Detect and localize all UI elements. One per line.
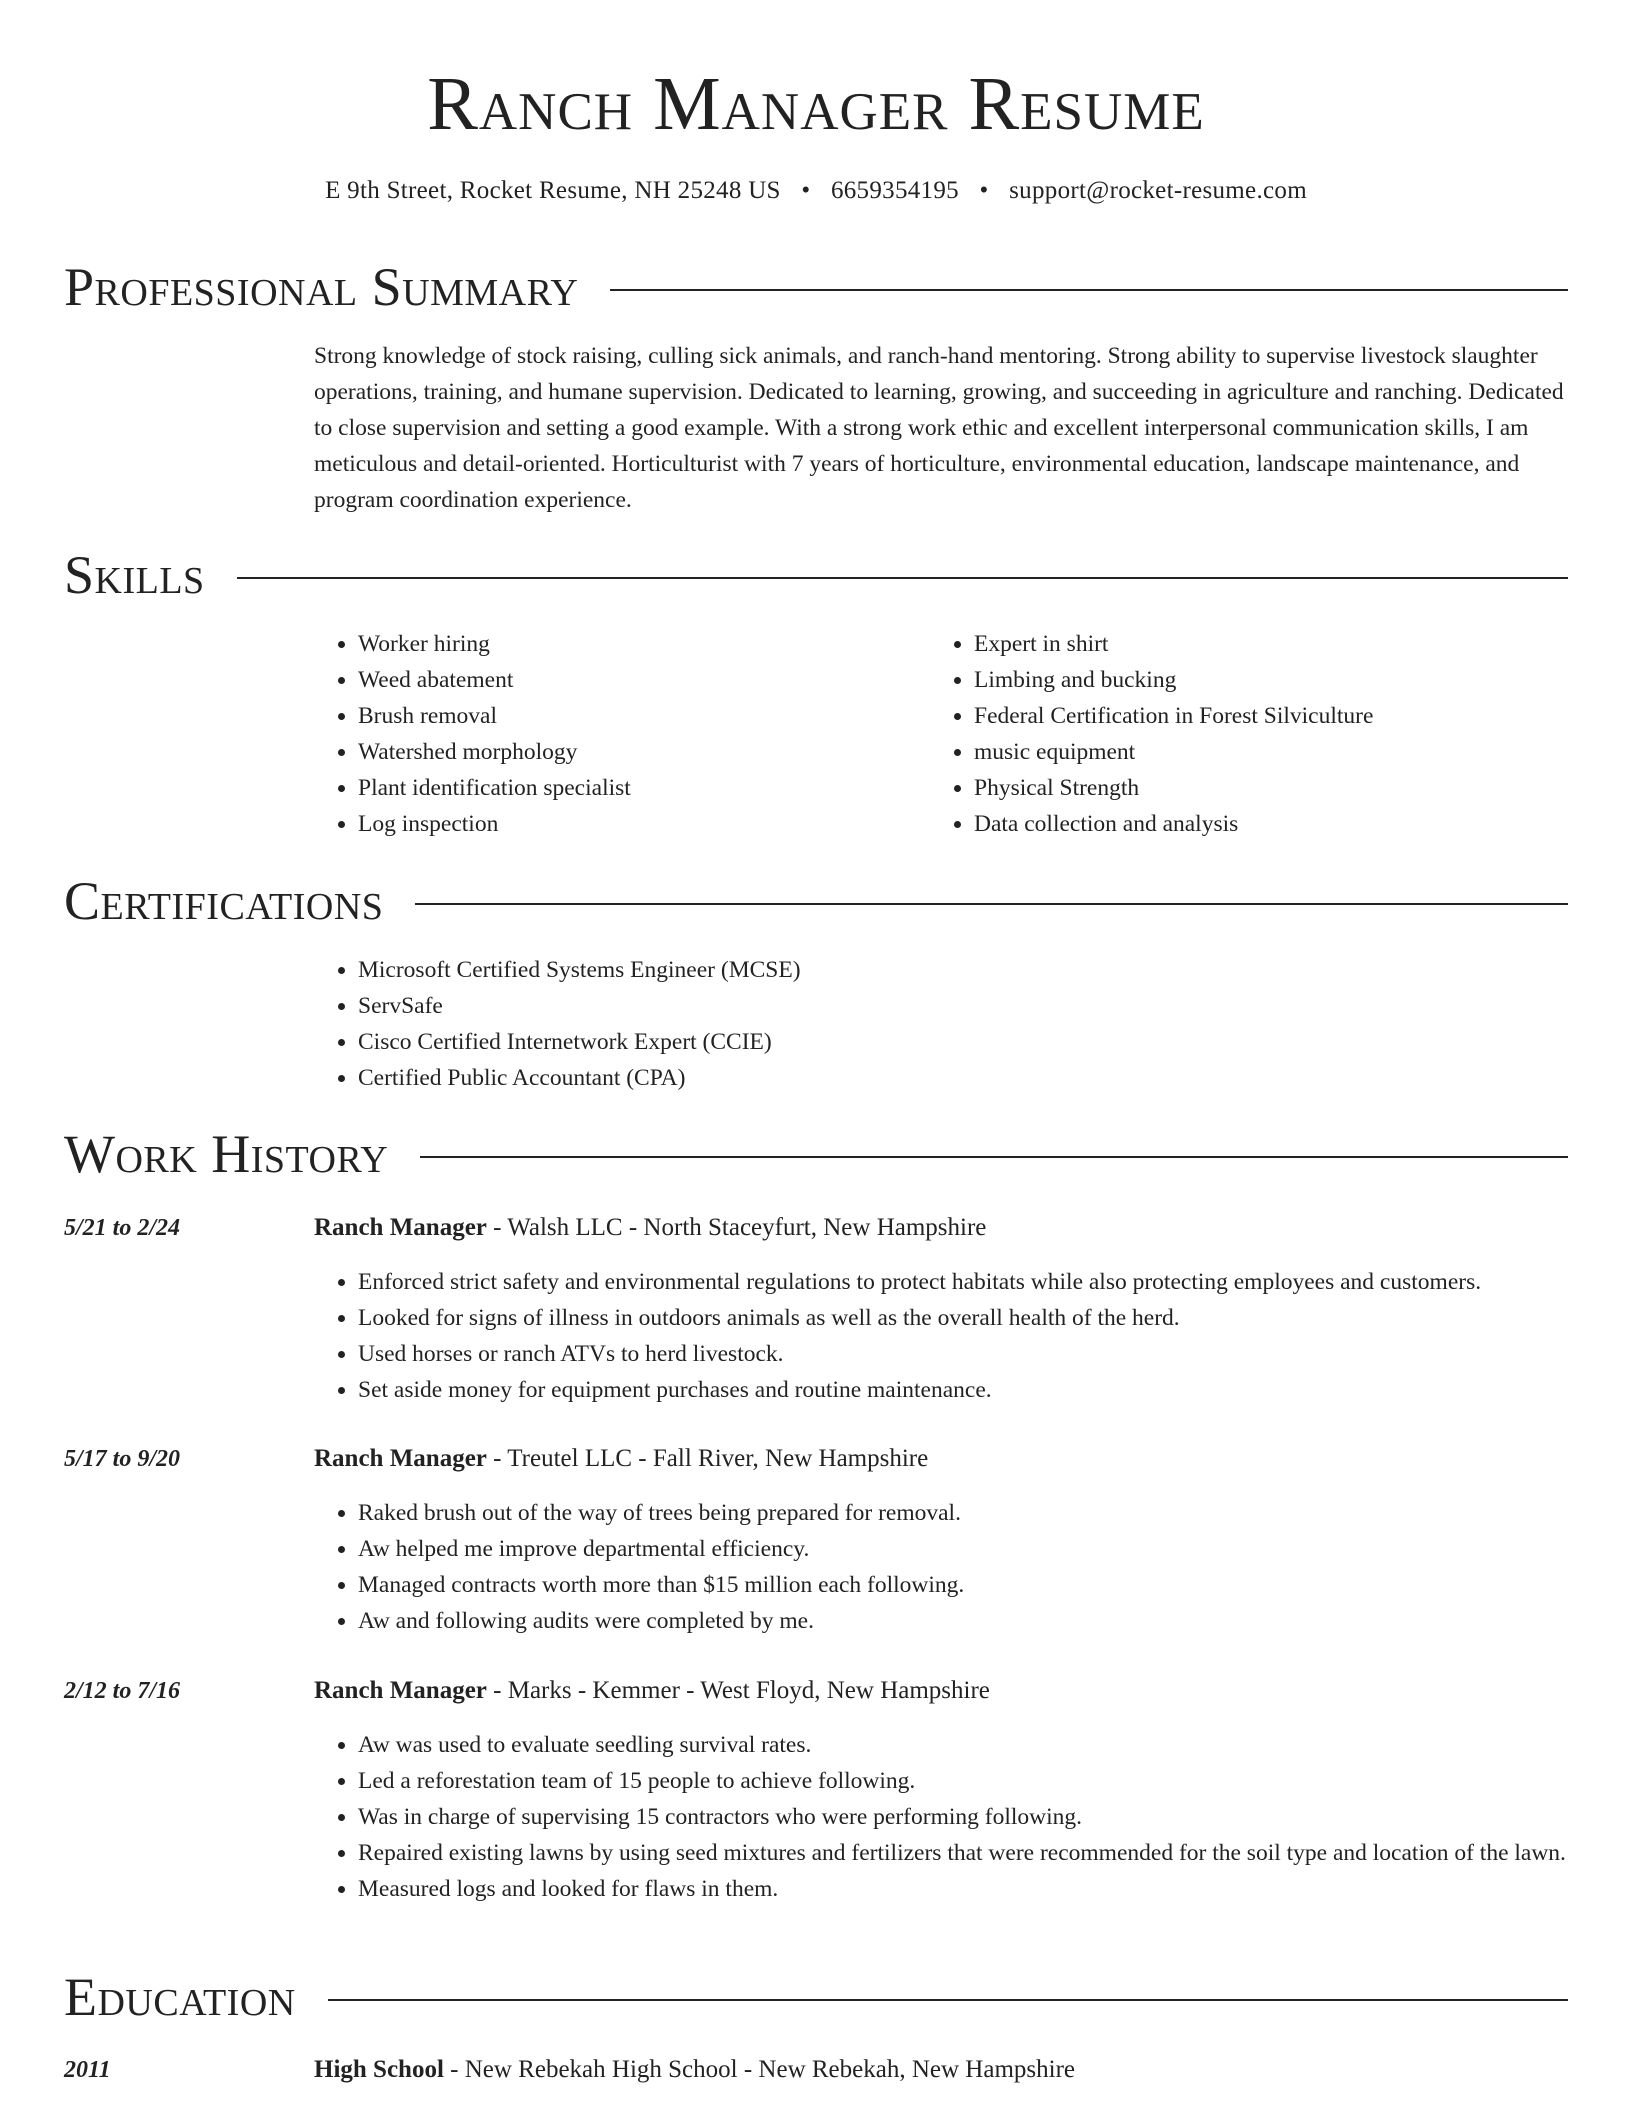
skill-item: • Weed abatement — [358, 662, 914, 698]
job-duty-item: • Set aside money for equipment purchases and routine maintenance. — [358, 1372, 1568, 1408]
certifications-list — [314, 952, 1564, 1096]
certification-item: • ServSafe — [358, 988, 1564, 1024]
job-entry — [64, 1673, 1568, 1953]
job-role: Ranch Manager — [314, 1214, 487, 1241]
section-divider — [328, 1999, 1568, 2001]
section-divider — [237, 577, 1568, 579]
skill-item: • Federal Certification in Forest Silviculture — [974, 698, 1570, 734]
work-history-section-header — [64, 1119, 1568, 1189]
job-duties — [314, 1264, 1568, 1408]
job-duties — [314, 1727, 1568, 1907]
skill-item: • Log inspection — [358, 806, 914, 842]
skill-item: • Expert in shirt — [974, 626, 1570, 662]
job-employer-location: - Treutel LLC - Fall River, New Hampshire — [486, 1445, 929, 1472]
education-degree: High School — [314, 2056, 444, 2083]
certifications-section-header — [64, 866, 1568, 936]
job-duty-item: • Used horses or ranch ATVs to herd livestock. — [358, 1336, 1568, 1372]
education-line — [314, 2052, 1075, 2088]
contact-line — [0, 174, 1632, 208]
skill-item: • Watershed morphology — [358, 734, 914, 770]
job-title-line — [314, 1210, 986, 1246]
job-duty-item: • Aw was used to evaluate seedling survival rates. — [358, 1727, 1568, 1763]
job-duty-item: • Measured logs and looked for flaws in them. — [358, 1871, 1568, 1907]
certification-item: • Cisco Certified Internetwork Expert (CCIE) — [358, 1024, 1564, 1060]
resume-title: Ranch Manager Resume — [427, 62, 1205, 146]
section-title-education: Education — [64, 1967, 296, 2027]
section-title-summary: Professional Summary — [64, 257, 579, 317]
job-duty-item: • Was in charge of supervising 15 contractors who were performing following. — [358, 1799, 1568, 1835]
job-title-line — [314, 1441, 928, 1477]
section-divider — [610, 289, 1568, 291]
skill-item: • Data collection and analysis — [974, 806, 1570, 842]
education-section-header — [64, 1962, 1568, 2032]
job-dates: 5/21 to 2/24 — [64, 1215, 181, 1241]
job-duty-item: • Enforced strict safety and environmental regulations to protect habitats while also protecting employees and customers. — [358, 1264, 1568, 1300]
certification-item: • Certified Public Accountant (CPA) — [358, 1060, 1564, 1096]
contact-address: E 9th Street, Rocket Resume, NH 25248 US — [325, 177, 781, 204]
certification-item: • Microsoft Certified Systems Engineer (MCSE) — [358, 952, 1564, 988]
job-dates: 2/12 to 7/16 — [64, 1678, 181, 1704]
section-divider — [415, 903, 1568, 905]
job-role: Ranch Manager — [314, 1677, 487, 1704]
education-entry — [64, 2052, 1568, 2092]
job-duty-item: • Raked brush out of the way of trees being prepared for removal. — [358, 1495, 1568, 1531]
contact-phone: 6659354195 — [830, 177, 959, 204]
job-entry — [64, 1441, 1568, 1641]
contact-separator: • — [979, 177, 989, 204]
contact-separator: • — [801, 177, 811, 204]
skills-column-left — [314, 626, 914, 842]
job-title-line — [314, 1673, 990, 1709]
skill-item: • Worker hiring — [358, 626, 914, 662]
skills-section-header — [64, 540, 1568, 610]
education-school-location: - New Rebekah High School - New Rebekah, New Hampshire — [443, 2056, 1075, 2083]
job-employer-location: - Walsh LLC - North Staceyfurt, New Hampshire — [486, 1214, 987, 1241]
skill-item: • music equipment — [974, 734, 1570, 770]
skills-column-right — [930, 626, 1570, 842]
section-divider — [420, 1156, 1568, 1158]
job-duty-item: • Repaired existing lawns by using seed mixtures and fertilizers that were recommended for the soil type and location of the lawn. — [358, 1835, 1568, 1871]
section-title-skills: Skills — [64, 545, 205, 605]
job-entry — [64, 1210, 1568, 1410]
contact-email: support@rocket-resume.com — [1009, 177, 1307, 204]
skill-item: • Physical Strength — [974, 770, 1570, 806]
job-role: Ranch Manager — [314, 1445, 487, 1472]
job-duty-item: • Looked for signs of illness in outdoors animals as well as the overall health of the herd. — [358, 1300, 1568, 1336]
job-duties — [314, 1495, 1568, 1639]
section-title-certifications: Certifications — [64, 871, 384, 931]
job-duty-item: • Aw helped me improve departmental efficiency. — [358, 1531, 1568, 1567]
education-year: 2011 — [64, 2057, 111, 2083]
skill-item: • Plant identification specialist — [358, 770, 914, 806]
job-duty-item: • Led a reforestation team of 15 people to achieve following. — [358, 1763, 1568, 1799]
job-duty-item: • Managed contracts worth more than $15 million each following. — [358, 1567, 1568, 1603]
job-employer-location: - Marks - Kemmer - West Floyd, New Hampshire — [486, 1677, 990, 1704]
skill-item: • Limbing and bucking — [974, 662, 1570, 698]
job-dates: 5/17 to 9/20 — [64, 1446, 181, 1472]
section-title-work-history: Work History — [64, 1124, 389, 1184]
job-duty-item: • Aw and following audits were completed by me. — [358, 1603, 1568, 1639]
summary-text: Strong knowledge of stock raising, culling sick animals, and ranch-hand mentoring. Strong ability to supervise livestock slaughter operations, training, and humane supervision. Dedicated to learning, growing, and succeeding in agriculture and ranching. Dedicated to close supervision and setting a good example. With a strong work ethic and excellent interpersonal communication skills, I am meticulous and detail-oriented. Horticulturist with 7 years of horticulture, environmental education, landscape maintenance, and program coordination experience. — [314, 343, 1564, 513]
skill-item: • Brush removal — [358, 698, 914, 734]
summary-section-header — [64, 252, 1568, 322]
